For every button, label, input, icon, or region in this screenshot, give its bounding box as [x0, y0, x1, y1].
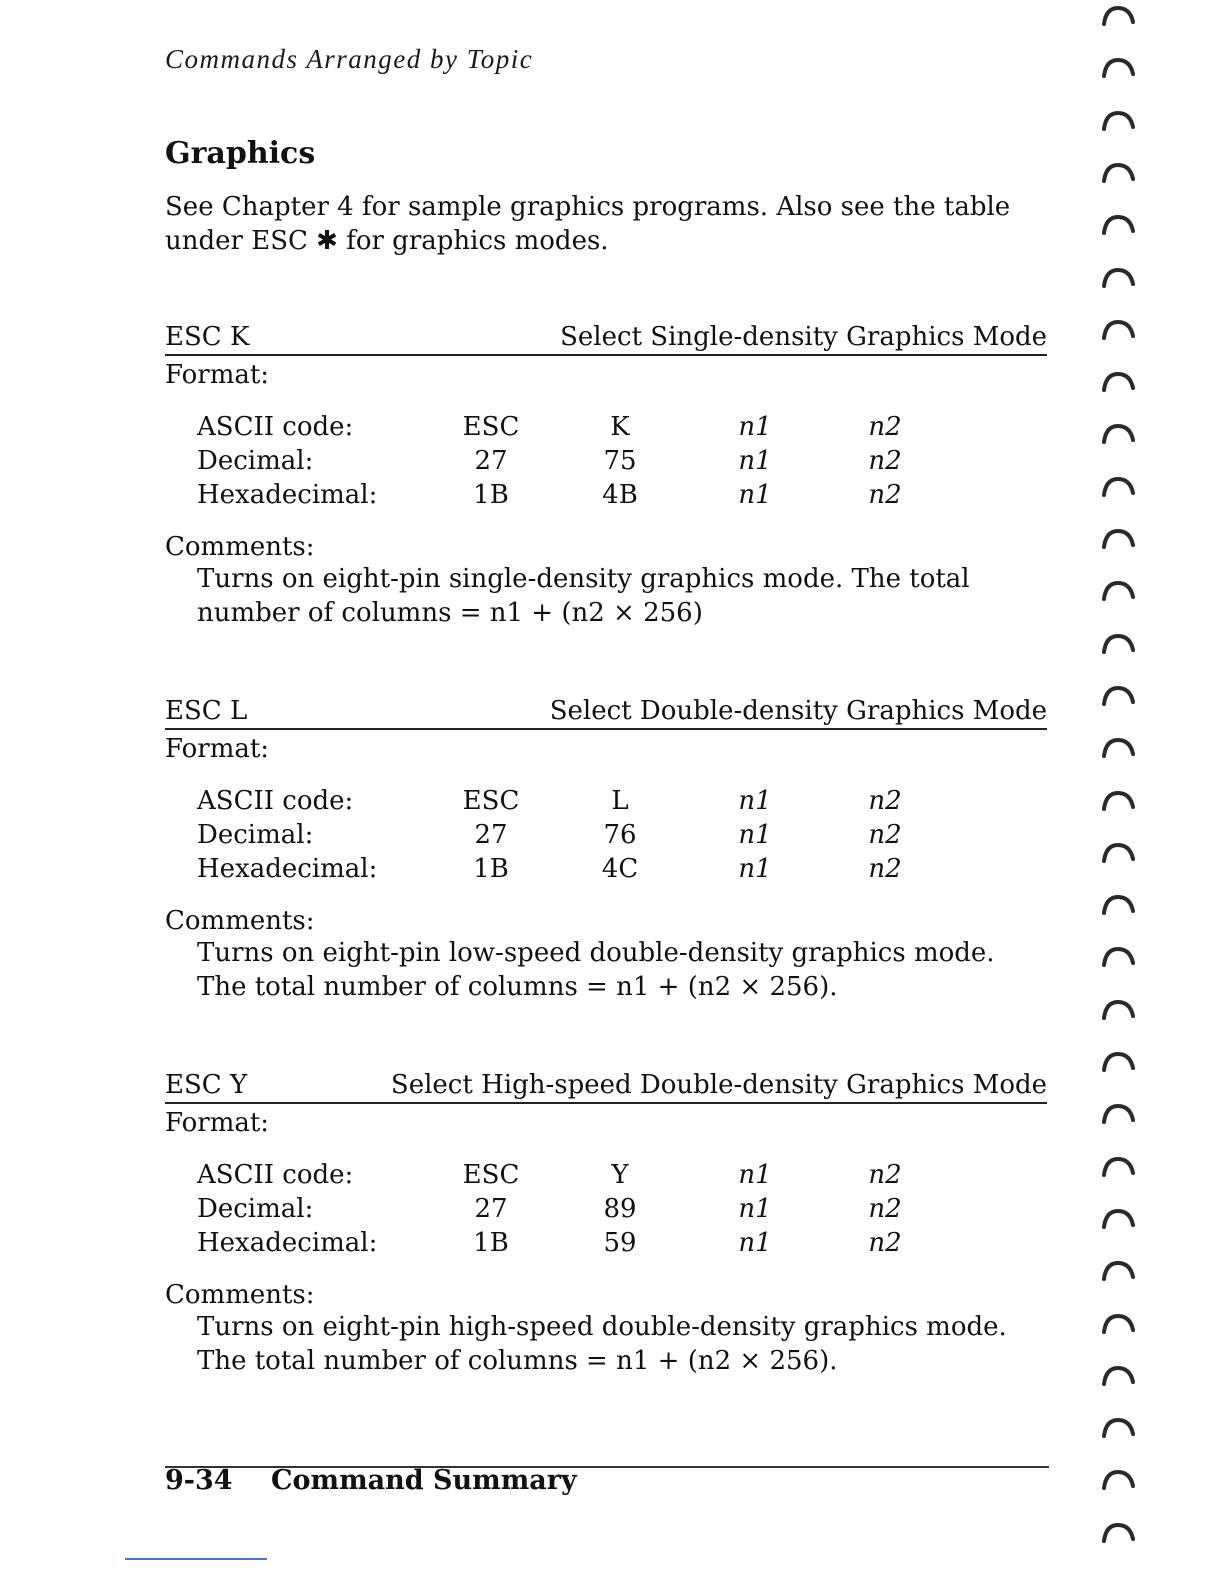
esc-cell: 1B [473, 854, 509, 884]
binding-loop-icon [1100, 370, 1136, 392]
command-code: ESC K [165, 322, 250, 352]
n1-cell: n1 [738, 854, 772, 884]
n2-cell: n2 [868, 854, 902, 884]
running-head: Commands Arranged by Topic [165, 44, 534, 74]
binding-loop-icon [1100, 56, 1136, 78]
code-cell: 59 [603, 1228, 637, 1258]
command-name: Select High-speed Double-density Graphics Mode [390, 1070, 1047, 1100]
table-row [197, 410, 955, 444]
scan-mark [125, 1558, 267, 1560]
binding-loop-icon [1100, 1207, 1136, 1229]
binding-loop-icon [1100, 1312, 1136, 1334]
table-row [197, 818, 955, 852]
n2-cell: n2 [868, 1160, 902, 1190]
format-label: Format: [165, 360, 270, 390]
n2-cell: n2 [868, 446, 902, 476]
esc-cell: 27 [474, 446, 508, 476]
format-table [197, 410, 955, 512]
binding-loop-icon [1100, 1468, 1136, 1490]
n2-cell: n2 [868, 1194, 902, 1224]
binding-loop-icon [1100, 213, 1136, 235]
binding-loop-icon [1100, 789, 1136, 811]
comments-text: Turns on eight-pin high-speed double-density graphics mode. The total number of columns = n1 + (n2 × 256). [197, 1312, 1007, 1376]
n2-cell: n2 [868, 820, 902, 850]
code-cell: K [610, 412, 630, 442]
esc-cell: ESC [462, 1160, 520, 1190]
binding-loop-icon [1100, 422, 1136, 444]
binding-loop-icon [1100, 1102, 1136, 1124]
command-heading [165, 1066, 1047, 1104]
command-heading [165, 318, 1047, 356]
format-table [197, 784, 955, 886]
row-label: Decimal: [197, 1194, 314, 1224]
binding-loop-icon [1100, 1050, 1136, 1072]
table-row [197, 1226, 955, 1260]
n2-cell: n2 [868, 480, 902, 510]
comments-text: Turns on eight-pin single-density graphics mode. The total number of columns = n1 + (n2 × 256) [197, 564, 970, 628]
code-cell: 76 [603, 820, 637, 850]
command-esc-l [165, 692, 1047, 1004]
binding-loop-icon [1100, 893, 1136, 915]
binding-loop-icon [1100, 632, 1136, 654]
row-label: Hexadecimal: [197, 1228, 378, 1258]
command-name: Select Double-density Graphics Mode [549, 696, 1047, 726]
code-cell: 75 [603, 446, 637, 476]
page-number: 9-34 [165, 1465, 233, 1496]
esc-cell: ESC [462, 786, 520, 816]
binding-loop-icon [1100, 318, 1136, 340]
binding-loop-icon [1100, 1259, 1136, 1281]
binding-loop-icon [1100, 1416, 1136, 1438]
section-intro: See Chapter 4 for sample graphics programs. Also see the table under ESC ✱ for graphics modes. [165, 192, 1011, 256]
binding-loop-icon [1100, 841, 1136, 863]
command-esc-y [165, 1066, 1047, 1378]
n2-cell: n2 [868, 1228, 902, 1258]
row-label: Hexadecimal: [197, 480, 378, 510]
command-esc-k [165, 318, 1047, 630]
binding-loop-icon [1100, 945, 1136, 967]
binding-loop-icon [1100, 475, 1136, 497]
command-code: ESC L [165, 696, 248, 726]
comments-text: Turns on eight-pin low-speed double-density graphics mode. The total number of columns = n1 + (n2 × 256). [197, 938, 995, 1002]
esc-cell: ESC [462, 412, 520, 442]
esc-cell: 1B [473, 480, 509, 510]
esc-cell: 27 [474, 1194, 508, 1224]
code-cell: Y [611, 1160, 629, 1190]
binding-loop-icon [1100, 109, 1136, 131]
code-cell: 4C [601, 854, 639, 884]
code-cell: L [611, 786, 629, 816]
section-title: Graphics [165, 136, 316, 171]
comments-label: Comments: [165, 532, 315, 562]
format-table [197, 1158, 955, 1260]
n2-cell: n2 [868, 786, 902, 816]
binding-loop-icon [1100, 4, 1136, 26]
table-row [197, 478, 955, 512]
format-label: Format: [165, 734, 270, 764]
esc-cell: 1B [473, 1228, 509, 1258]
code-cell: 89 [603, 1194, 637, 1224]
row-label: ASCII code: [197, 412, 354, 442]
comments-label: Comments: [165, 1280, 315, 1310]
n1-cell: n1 [738, 820, 772, 850]
n2-cell: n2 [868, 412, 902, 442]
row-label: ASCII code: [197, 786, 354, 816]
binding-loop-icon [1100, 1155, 1136, 1177]
n1-cell: n1 [738, 480, 772, 510]
binding-loop-icon [1100, 579, 1136, 601]
binding-loop-icon [1100, 1521, 1136, 1543]
binding-loop-icon [1100, 527, 1136, 549]
n1-cell: n1 [738, 1228, 772, 1258]
command-name: Select Single-density Graphics Mode [560, 322, 1047, 352]
esc-cell: 27 [474, 820, 508, 850]
footer-title: Command Summary [271, 1465, 577, 1496]
binding-loop-icon [1100, 998, 1136, 1020]
binding-loop-icon [1100, 1364, 1136, 1386]
binding-loop-icon [1100, 161, 1136, 183]
row-label: Hexadecimal: [197, 854, 378, 884]
row-label: ASCII code: [197, 1160, 354, 1190]
spiral-binding [1100, 0, 1140, 1584]
n1-cell: n1 [738, 412, 772, 442]
command-code: ESC Y [165, 1070, 248, 1100]
n1-cell: n1 [738, 446, 772, 476]
binding-loop-icon [1100, 266, 1136, 288]
format-label: Format: [165, 1108, 270, 1138]
n1-cell: n1 [738, 786, 772, 816]
code-cell: 4B [602, 480, 638, 510]
comments-label: Comments: [165, 906, 315, 936]
table-row [197, 852, 955, 886]
row-label: Decimal: [197, 820, 314, 850]
page-footer [165, 1465, 577, 1496]
table-row [197, 784, 955, 818]
binding-loop-icon [1100, 684, 1136, 706]
binding-loop-icon [1100, 736, 1136, 758]
row-label: Decimal: [197, 446, 314, 476]
table-row [197, 1158, 955, 1192]
n1-cell: n1 [738, 1194, 772, 1224]
n1-cell: n1 [738, 1160, 772, 1190]
table-row [197, 1192, 955, 1226]
table-row [197, 444, 955, 478]
command-heading [165, 692, 1047, 730]
